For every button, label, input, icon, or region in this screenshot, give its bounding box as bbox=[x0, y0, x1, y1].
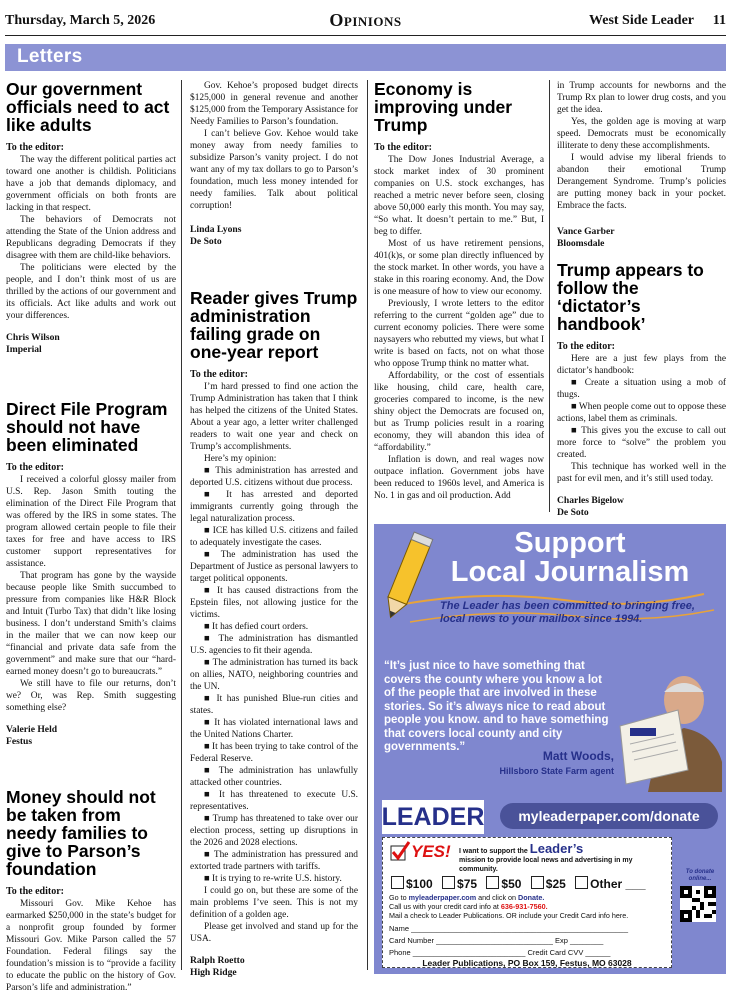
paragraph: I can’t believe Gov. Kehoe would take money away from needy families to subsidize Parson’s vanity project. I do not want any of my tax dollars to go to Parson’s foundation, much less money intended for needy families. Talk about political corruption! bbox=[190, 129, 358, 211]
support-journalism-ad bbox=[374, 524, 726, 974]
bullet-item: ■ This administration has arrested and deported U.S. citizens without due process. bbox=[190, 466, 358, 488]
bullet-item: ■ It has been trying to take control of the Federal Reserve. bbox=[190, 742, 358, 764]
issue-date: Thursday, March 5, 2026 bbox=[5, 13, 156, 28]
amount-checkbox[interactable]: $75 bbox=[442, 877, 477, 891]
signature bbox=[6, 724, 176, 748]
letter-body bbox=[190, 381, 358, 945]
paragraph: Here’s my opinion: bbox=[204, 454, 277, 464]
ad-title: Support bbox=[514, 527, 626, 559]
phone-field[interactable]: Phone ___________________________ Credit Card CVV ______ bbox=[389, 948, 611, 957]
letter-failing-grade bbox=[190, 289, 358, 979]
paragraph: The way the different political parties act toward one another is childish. Politicians have a job that demands diplomacy, and government officials on both fronts are lacking in that respect. bbox=[6, 155, 176, 213]
headline: Reader gives Trump administration failing grade on one-year report bbox=[190, 288, 358, 362]
bullet-item: ■ It has arrested and deported immigrants currently going through the legal naturalization process. bbox=[190, 490, 358, 524]
signature bbox=[557, 226, 726, 250]
paragraph: I would advise my liberal friends to abandon their emotional Trump Derangement Syndrome. Trump’s policies are putting money back in your pocket. Embrace the facts. bbox=[557, 153, 726, 211]
author-name: Valerie Held bbox=[6, 724, 58, 735]
letter-body bbox=[557, 353, 726, 485]
paper-name: West Side Leader bbox=[589, 13, 694, 28]
letter-officials bbox=[6, 80, 176, 356]
instruction-text: and click on bbox=[476, 893, 519, 902]
headline: Economy is improving under Trump bbox=[374, 79, 513, 135]
headline: Direct File Program should not have been eliminated bbox=[6, 399, 168, 455]
amount-checkbox[interactable]: $25 bbox=[531, 877, 566, 891]
bullet-item: ■ It has threatened to execute U.S. representatives. bbox=[190, 790, 358, 812]
instruction-text: Call us with your credit card info at bbox=[389, 902, 501, 911]
ad-title: Local Journalism bbox=[450, 556, 690, 588]
author-town: Festus bbox=[6, 736, 33, 747]
salutation: To the editor: bbox=[190, 369, 248, 380]
instruction-link[interactable]: myleaderpaper.com bbox=[408, 893, 477, 902]
letter-parson-continued bbox=[190, 80, 358, 248]
paragraph: I received a colorful glossy mailer from U.S. Rep. Jason Smith touting the elimination of the Direct File Program that was offered by the IRS in some states. The program allowed certain people to file their taxes for free and have access to IRS customer support representatives for assistance. bbox=[6, 475, 176, 569]
bullet-item: ■ It has punished Blue-run cities and states. bbox=[190, 694, 358, 716]
paragraph: Yes, the golden age is moving at warp speed. Democrats must be economically illiterate to deny these accomplishments. bbox=[557, 117, 726, 151]
page-number: 11 bbox=[712, 13, 726, 28]
instruction-text: Go to bbox=[389, 893, 409, 902]
pledge-text: mission to provide local news and advertising in my community. bbox=[459, 857, 633, 873]
svg-text:LEADER: LEADER bbox=[381, 803, 485, 831]
letters-banner bbox=[5, 44, 726, 71]
section-title: Opinions bbox=[329, 10, 402, 30]
amount-checkbox[interactable]: $100 bbox=[391, 877, 433, 891]
column-rule bbox=[549, 80, 550, 512]
paragraph: That program has gone by the wayside because people like Smith succumbed to pressure from companies like H&R Block and Intuit (Turbo Tax) that didn’t like losing business. I don’t understand Smith’s claims in the mailer that we can now keep our “financial and private data safe from the government” and make sure that our “hard-earned money doesn’t go to bureaucrats.” bbox=[6, 571, 176, 677]
coupon-pledge bbox=[459, 841, 669, 874]
letter-dictators-handbook bbox=[557, 261, 726, 519]
author-town: De Soto bbox=[190, 236, 222, 247]
bullet-item: ■ This gives you the excuse to call out more force to “solve” the problem you created. bbox=[557, 426, 726, 460]
letter-body bbox=[6, 898, 176, 994]
headline: Trump appears to follow the ‘dictator’s handbook’ bbox=[557, 260, 704, 334]
paragraph: Inflation is down, and real wages now outpace inflation. Government jobs have been reduced to 1960s level, and America is No. 1 in gas and oil production. Add bbox=[374, 455, 544, 501]
author-town: Imperial bbox=[6, 344, 42, 355]
reader-photo bbox=[618, 666, 722, 792]
paragraph: Gov. Kehoe’s proposed budget directs $125,000 in general revenue and another $125,000 from the Temporary Assistance for Needy Families to Parson’s foundation. bbox=[190, 81, 358, 127]
bullet-item: ■ The administration has dismantled U.S. agencies to fit their agenda. bbox=[190, 634, 358, 656]
headline: Money should not be taken from needy families to give to Parson’s foundation bbox=[6, 787, 156, 879]
ad-attribution-name: Matt Woods, bbox=[542, 749, 614, 763]
bullet-item: ■ The administration has turned its back on allies, NATO, neighboring countries and the UN. bbox=[190, 658, 358, 692]
name-field[interactable]: Name ____________________________________________________ bbox=[389, 924, 628, 933]
paragraph: This technique has worked well in the past for evil men, and it’s still used today. bbox=[557, 462, 726, 484]
column-rule bbox=[367, 80, 368, 970]
phone-number: 636-931-7560. bbox=[500, 902, 548, 911]
paragraph: Please get involved and stand up for the USA. bbox=[190, 922, 358, 944]
letter-parson-foundation bbox=[6, 788, 176, 994]
bullet-item: ■ The administration has used the Department of Justice as personal lawyers to target political opponents. bbox=[190, 550, 358, 584]
column-rule bbox=[181, 80, 182, 970]
signature bbox=[557, 495, 726, 519]
signature bbox=[6, 332, 176, 356]
amount-checkbox[interactable]: Other ___ bbox=[575, 877, 645, 891]
ad-subhead-text: Leader bbox=[462, 600, 499, 612]
paragraph: in Trump accounts for newborns and the Trump Rx plan to lower drug costs, and you get the idea. bbox=[557, 81, 726, 115]
paragraph: Here are a just few plays from the dictator’s handbook: bbox=[557, 354, 726, 376]
bullet-item: ■ The administration has unlawfully attacked other countries. bbox=[190, 766, 358, 788]
salutation: To the editor: bbox=[557, 341, 615, 352]
yes-label: YES! bbox=[411, 842, 451, 861]
pledge-brand: Leader’s bbox=[529, 841, 584, 856]
leader-logo bbox=[382, 800, 484, 834]
author-town: High Ridge bbox=[190, 967, 237, 978]
ad-subhead-text: The bbox=[440, 600, 463, 612]
amount-options bbox=[391, 876, 652, 891]
paragraph: We still have to file our returns, don’t we? Or, was Rep. Smith suggesting something else? bbox=[6, 679, 176, 713]
instruction-link: Donate. bbox=[518, 893, 545, 902]
letter-body bbox=[374, 154, 544, 502]
bullet-item: ■ It has defied court orders. bbox=[204, 622, 309, 632]
signature bbox=[190, 224, 358, 248]
pledge-text: I want to support the bbox=[459, 848, 528, 855]
banner-label: Letters bbox=[17, 46, 83, 67]
letter-body bbox=[557, 80, 726, 212]
headline: Our government officials need to act like adults bbox=[6, 79, 170, 135]
paragraph: The behaviors of Democrats not attending the State of the Union address and Republicans degrading Democrats if they disagree with them are child-like behaviors. bbox=[6, 215, 176, 261]
bullet-item: ■ It has violated international laws and the United Nations Charter. bbox=[190, 718, 358, 740]
letter-body bbox=[6, 154, 176, 322]
card-number-field[interactable]: Card Number ____________________________ Exp ________ bbox=[389, 936, 604, 945]
letter-body bbox=[6, 474, 176, 714]
letter-body bbox=[190, 80, 358, 212]
donation-coupon bbox=[382, 837, 672, 968]
salutation: To the editor: bbox=[6, 886, 64, 897]
author-name: Chris Wilson bbox=[6, 332, 60, 343]
paragraph: Missouri Gov. Mike Kehoe has earmarked $250,000 in the state’s budget for a nonprofit group founded by former Missouri Gov. Mike Parson called the 57 Foundation. Federal filings say the foundation’s mission is to “provide a facility to educate the public on the history of Gov. Parson’s life and administration.” bbox=[6, 899, 176, 993]
amount-checkbox[interactable]: $50 bbox=[486, 877, 521, 891]
paragraph: I could go on, but these are some of the main problems I’ve seen. This is not my definition of a golden age. bbox=[190, 886, 358, 920]
bullet-item: ■ Trump has threatened to take over our election process, setting up disruptions in the 2026 and 2028 elections. bbox=[190, 814, 358, 848]
paragraph: Most of us have retirement pensions, 401(k)s, or some plan directly influenced by the stock market. In other words, you have a stake in this roaring economy. And, the Dow is one measure of how to view our economy. bbox=[374, 239, 544, 297]
bullet-item: ■ It is trying to re-write U.S. history. bbox=[204, 874, 342, 884]
paragraph: Affordability, or the cost of essentials like housing, child care, health care, groceries compared to income, is the new shiny object the Democrats are focused on, but as Trump policies result in a roaring economy, they will abandon this idea of “affordability.” bbox=[374, 371, 544, 453]
ad-attribution-title: Hillsboro State Farm agent bbox=[499, 766, 614, 776]
author-name: Charles Bigelow bbox=[557, 495, 624, 506]
paragraph: I’m hard pressed to find one action the Trump Administration has taken that I think has helped the citizens of the United States. About a year ago, a letter writer challenged readers to wait one year and check on Trump’s accomplishments. bbox=[190, 382, 358, 452]
author-name: Vance Garber bbox=[557, 226, 615, 237]
paragraph: The politicians were elected by the people, and I don’t think most of us are thrilled by the actions of our government and its officials. Act like adults and work out your differences. bbox=[6, 263, 176, 321]
bullet-item: ■ When people come out to oppose these actions, label them as criminals. bbox=[557, 402, 726, 424]
letter-economy bbox=[374, 80, 544, 502]
donate-url[interactable]: myleaderpaper.com/donate bbox=[500, 803, 718, 829]
bullet-item: ■ ICE has killed U.S. citizens and failed to adequately investigate the cases. bbox=[190, 526, 358, 548]
signature bbox=[190, 955, 358, 979]
letter-economy-continued bbox=[557, 80, 726, 250]
ad-subhead-text: has been committed to bringing free, local news to your mailbox since 1994. bbox=[440, 600, 695, 625]
letter-direct-file bbox=[6, 400, 176, 748]
author-name: Linda Lyons bbox=[190, 224, 242, 235]
ad-subhead bbox=[440, 600, 716, 626]
bullet-item: ■ It has caused distractions from the Epstein files, not allowing justice for the victims. bbox=[190, 586, 358, 620]
bullet-item: ■ The administration has pressured and extorted trade partners with tariffs. bbox=[190, 850, 358, 872]
salutation: To the editor: bbox=[374, 142, 432, 153]
author-name: Ralph Roetto bbox=[190, 955, 245, 966]
ad-quote: “It’s just nice to have something that covers the county where you know a lot of the people that are involved in these stories. So it’s always nice to read about people you know. and to have something that covers local county and city governments.” bbox=[384, 660, 609, 753]
checkmark-icon bbox=[389, 840, 411, 862]
bullet-item: ■ Create a situation using a mob of thugs. bbox=[557, 378, 726, 400]
masthead bbox=[5, 10, 726, 36]
paragraph: Previously, I wrote letters to the editor referring to the current “golden age” due to current economy policies. There were some naysayers who rebutted my views, but what I write is based on facts, not on what those who oppose Trump think no matter what. bbox=[374, 299, 544, 369]
donate-online-note: To donate online... bbox=[685, 869, 715, 882]
salutation: To the editor: bbox=[6, 462, 64, 473]
qr-code[interactable] bbox=[680, 886, 716, 922]
salutation: To the editor: bbox=[6, 142, 64, 153]
mail-instructions: Mail a check to Leader Publications. OR include your Credit Card info here. bbox=[389, 911, 629, 920]
mailing-address: Leader Publications, PO Box 159, Festus, MO 63028 bbox=[422, 958, 632, 968]
paragraph: The Dow Jones Industrial Average, a stock market index of 30 prominent companies on U.S. stock exchanges, has reached a metric never before seen, closing above 50,000 early this month. You may say, “So what. It doesn’t pertain to me.” But, I beg to differ. bbox=[374, 155, 544, 237]
author-town: De Soto bbox=[557, 507, 589, 518]
author-town: Bloomsdale bbox=[557, 238, 605, 249]
